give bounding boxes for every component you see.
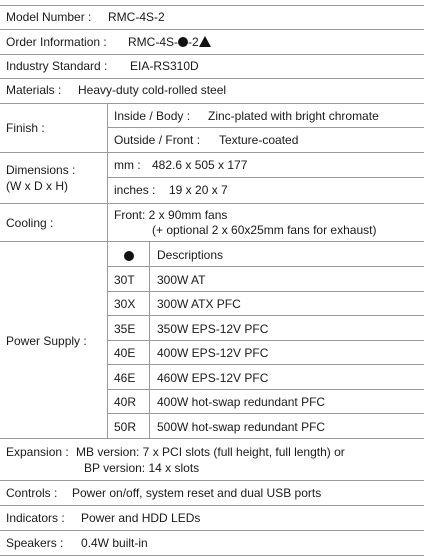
indicators-value: Power and HDD LEDs — [81, 511, 201, 525]
model-number-row — [0, 5, 424, 30]
filled-circle-icon — [178, 37, 188, 47]
filled-triangle-icon — [199, 36, 211, 47]
controls-value: Power on/off, system reset and dual USB ports — [72, 486, 322, 500]
materials-value: Heavy-duty cold-rolled steel — [78, 83, 227, 97]
dimensions-mm-unit: mm : — [114, 158, 141, 172]
order-prefix: RMC-4S- — [128, 35, 178, 49]
psu-code: 30X — [114, 297, 136, 311]
finish-inside-label: Inside / Body : — [114, 109, 191, 123]
finish-label: Finish : — [6, 121, 45, 135]
industry-standard-value: EIA-RS310D — [130, 59, 199, 73]
cooling-row — [0, 204, 424, 242]
psu-description: 400W hot-swap redundant PFC — [157, 395, 326, 409]
dimensions-label: Dimensions : — [6, 163, 76, 177]
cooling-label: Cooling : — [6, 216, 54, 230]
psu-description: 500W hot-swap redundant PFC — [157, 420, 326, 434]
indicators-label: Indicators : — [6, 511, 65, 525]
order-information-label: Order Information : — [6, 35, 107, 49]
psu-description: 400W EPS-12V PFC — [157, 346, 269, 360]
psu-description: 300W AT — [157, 273, 206, 287]
industry-standard-row — [0, 55, 424, 79]
finish-outside-label: Outside / Front : — [114, 133, 201, 147]
indicators-row — [0, 506, 424, 531]
psu-description: 350W EPS-12V PFC — [157, 322, 269, 336]
expansion-label: Expansion : — [6, 445, 69, 459]
cooling-line1: Front: 2 x 90mm fans — [114, 208, 228, 222]
expansion-row — [0, 439, 424, 481]
materials-row — [0, 79, 424, 104]
power-supply-label: Power Supply : — [6, 334, 87, 348]
cooling-line2: (+ optional 2 x 60x25mm fans for exhaust) — [152, 223, 377, 237]
dimensions-row — [0, 153, 424, 204]
psu-code: 35E — [114, 322, 136, 336]
psu-code: 40E — [114, 346, 136, 360]
dimensions-mm-value: 482.6 x 505 x 177 — [152, 158, 248, 172]
expansion-line1: MB version: 7 x PCI slots (full height, full length) or — [76, 445, 345, 459]
psu-code: 40R — [114, 395, 137, 409]
finish-row — [0, 104, 424, 153]
power-supply-header: Descriptions — [157, 248, 224, 262]
materials-label: Materials : — [6, 83, 62, 97]
psu-description: 300W ATX PFC — [157, 297, 241, 311]
speakers-label: Speakers : — [6, 536, 64, 550]
filled-circle-icon — [124, 251, 134, 261]
controls-row — [0, 481, 424, 506]
psu-code: 30T — [114, 273, 135, 287]
dimensions-sublabel: (W x D x H) — [6, 179, 68, 193]
speakers-row — [0, 531, 424, 556]
expansion-line2: BP version: 14 x slots — [84, 461, 200, 475]
controls-label: Controls : — [6, 486, 58, 500]
psu-code: 50R — [114, 420, 137, 434]
psu-description: 460W EPS-12V PFC — [157, 371, 269, 385]
finish-inside-value: Zinc-plated with bright chromate — [208, 109, 379, 123]
dimensions-inches-unit: inches : — [114, 183, 156, 197]
psu-code: 46E — [114, 371, 136, 385]
speakers-value: 0.4W built-in — [81, 536, 148, 550]
model-number-label: Model Number : — [6, 10, 92, 24]
order-information-row — [0, 30, 424, 55]
order-information-value — [128, 35, 211, 49]
order-separator: - — [188, 35, 192, 49]
finish-outside-value: Texture-coated — [219, 133, 299, 147]
dimensions-inches-value: 19 x 20 x 7 — [169, 183, 228, 197]
model-number-value: RMC-4S-2 — [108, 10, 165, 24]
power-supply-row — [0, 242, 424, 439]
industry-standard-label: Industry Standard : — [6, 59, 108, 73]
order-suffix: 2 — [192, 35, 199, 49]
